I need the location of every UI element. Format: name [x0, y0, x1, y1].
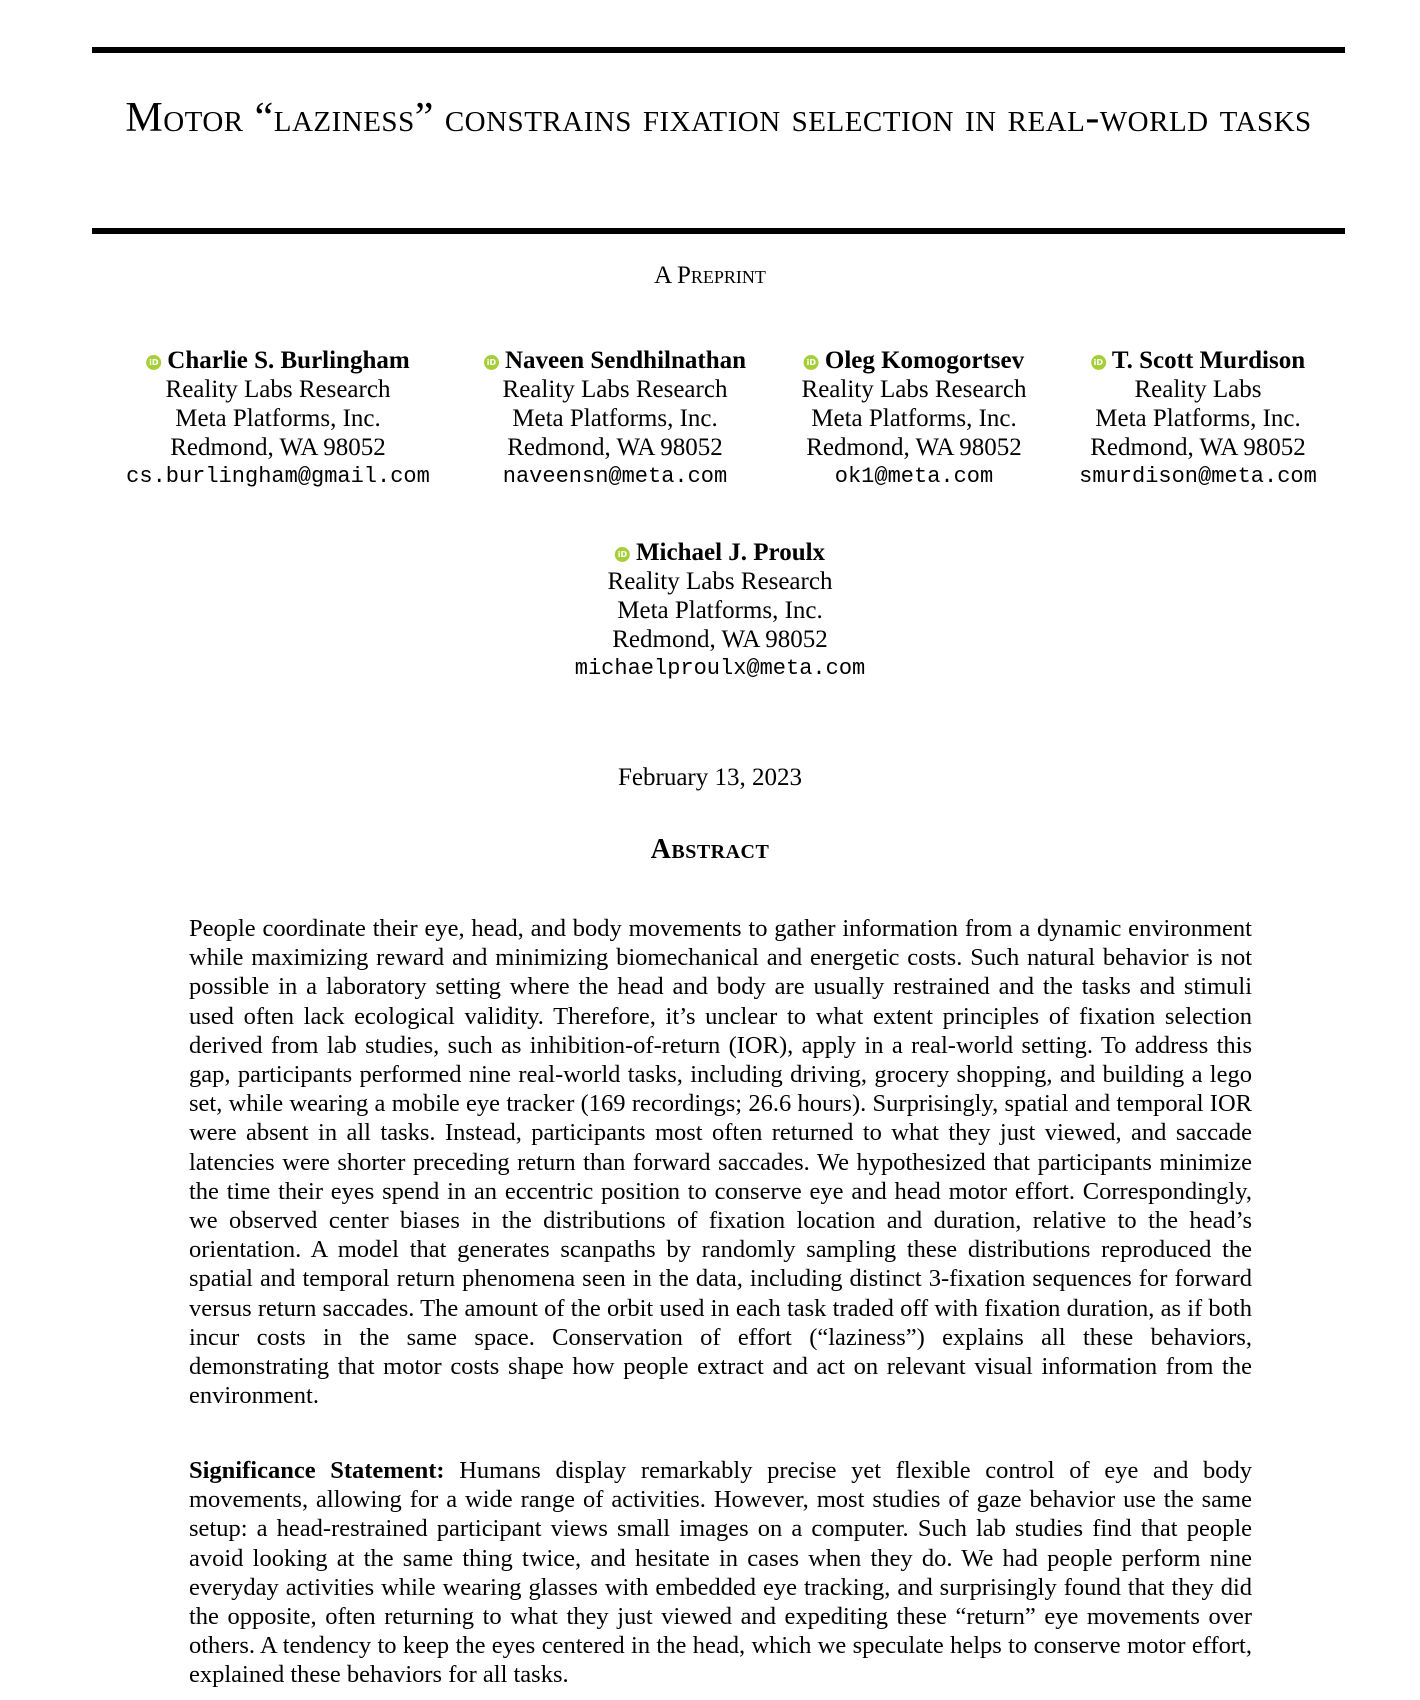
author-address: Redmond, WA 98052	[507, 434, 723, 461]
orcid-icon[interactable]: iD	[615, 547, 630, 562]
author-email[interactable]: smurdison@meta.com	[1079, 464, 1317, 489]
author-address: Redmond, WA 98052	[1090, 434, 1306, 461]
preprint-label: A Preprint	[654, 262, 766, 289]
abstract-heading: Abstract	[650, 834, 770, 865]
publication-date: February 13, 2023	[618, 764, 802, 791]
author-company: Meta Platforms, Inc.	[617, 597, 823, 624]
author-block	[126, 346, 430, 491]
author-affiliation: Reality Labs	[1134, 376, 1262, 403]
author-affiliation: Reality Labs Research	[801, 376, 1027, 403]
author-name: Michael J. Proulx	[635, 539, 826, 566]
author-block	[1079, 346, 1317, 491]
author-company: Meta Platforms, Inc.	[512, 405, 718, 432]
orcid-icon[interactable]: iD	[804, 355, 819, 370]
abstract-body: People coordinate their eye, head, and body movements to gather information from a dynamic environment while maximizing reward and minimizing biomechanical and energetic costs. Such natural behavior is not possible in a laboratory setting where the head and body are usually restrained and the tasks and stimuli used often lack ecological validity. Therefore, it’s unclear to what extent principles of fixation selection derived from lab studies, such as inhibition-of-return (IOR), apply in a real-world setting. To address this gap, participants performed nine real-world tasks, including driving, grocery shopping, and building a lego set, while wearing a mobile eye tracker (169 recordings; 26.6 hours). Surprisingly, spatial and temporal IOR were absent in all tasks. Instead, participants most often returned to what they just viewed, and saccade latencies were shorter preceding return than forward saccades. We hypothesized that participants minimize the time their eyes spend in an eccentric position to conserve eye and head motor effort. Correspondingly, we observed center biases in the distributions of fixation location and duration, relative to the head’s orientation. A model that generates scanpaths by randomly sampling these distributions reproduced the spatial and temporal return phenomena seen in the data, including distinct 3-fixation sequences for forward versus return saccades. The amount of the orbit used in each task traded off with fixation duration, as if both incur costs in the same space. Conservation of effort (“laziness”) explains all these behaviors, demonstrating that motor costs shape how people extract and act on relevant visual information from the environment.	[189, 915, 1252, 1410]
author-email[interactable]: michaelproulx@meta.com	[574, 656, 866, 681]
author-address: Redmond, WA 98052	[170, 434, 386, 461]
orcid-icon[interactable]: iD	[1091, 355, 1106, 370]
significance-label: Significance Statement:	[189, 1457, 445, 1484]
author-email[interactable]: ok1@meta.com	[834, 464, 994, 489]
author-address: Redmond, WA 98052	[612, 626, 828, 653]
author-name: Oleg Komogortsev	[824, 347, 1025, 374]
orcid-icon[interactable]: iD	[146, 355, 161, 370]
author-name: Charlie S. Burlingham	[167, 347, 410, 374]
author-name: T. Scott Murdison	[1111, 347, 1306, 374]
author-block	[484, 346, 746, 491]
author-block	[802, 346, 1027, 491]
paper-title: Motor “laziness” constrains fixation selection in real-world tasks	[125, 95, 1312, 141]
author-affiliation: Reality Labs Research	[165, 376, 391, 403]
author-name: Naveen Sendhilnathan	[504, 347, 747, 374]
author-company: Meta Platforms, Inc.	[175, 405, 381, 432]
author-block	[575, 538, 865, 683]
title-rule-top	[92, 47, 1345, 53]
author-email[interactable]: cs.burlingham@gmail.com	[126, 464, 430, 489]
author-email[interactable]: naveensn@meta.com	[502, 464, 728, 489]
author-affiliation: Reality Labs Research	[502, 376, 728, 403]
significance-statement	[189, 1456, 1252, 1690]
title-rule-bottom	[92, 228, 1345, 234]
author-affiliation: Reality Labs Research	[607, 568, 833, 595]
author-company: Meta Platforms, Inc.	[1095, 405, 1301, 432]
author-company: Meta Platforms, Inc.	[811, 405, 1017, 432]
orcid-icon[interactable]: iD	[484, 355, 499, 370]
significance-body: Humans display remarkably precise yet flexible control of eye and body movements, allowing for a wide range of activities. However, most studies of gaze behavior use the same setup: a head-restrained participant views small images on a computer. Such lab studies find that people avoid looking at the same thing twice, and hesitate in cases when they do. We had people perform nine everyday activities while wearing glasses with embedded eye tracking, and surprisingly found that they did the opposite, often returning to what they just viewed and expediting these “return” eye movements over others. A tendency to keep the eyes centered in the head, which we speculate helps to conserve motor effort, explained these behaviors for all tasks.	[189, 1457, 1253, 1689]
author-address: Redmond, WA 98052	[806, 434, 1022, 461]
